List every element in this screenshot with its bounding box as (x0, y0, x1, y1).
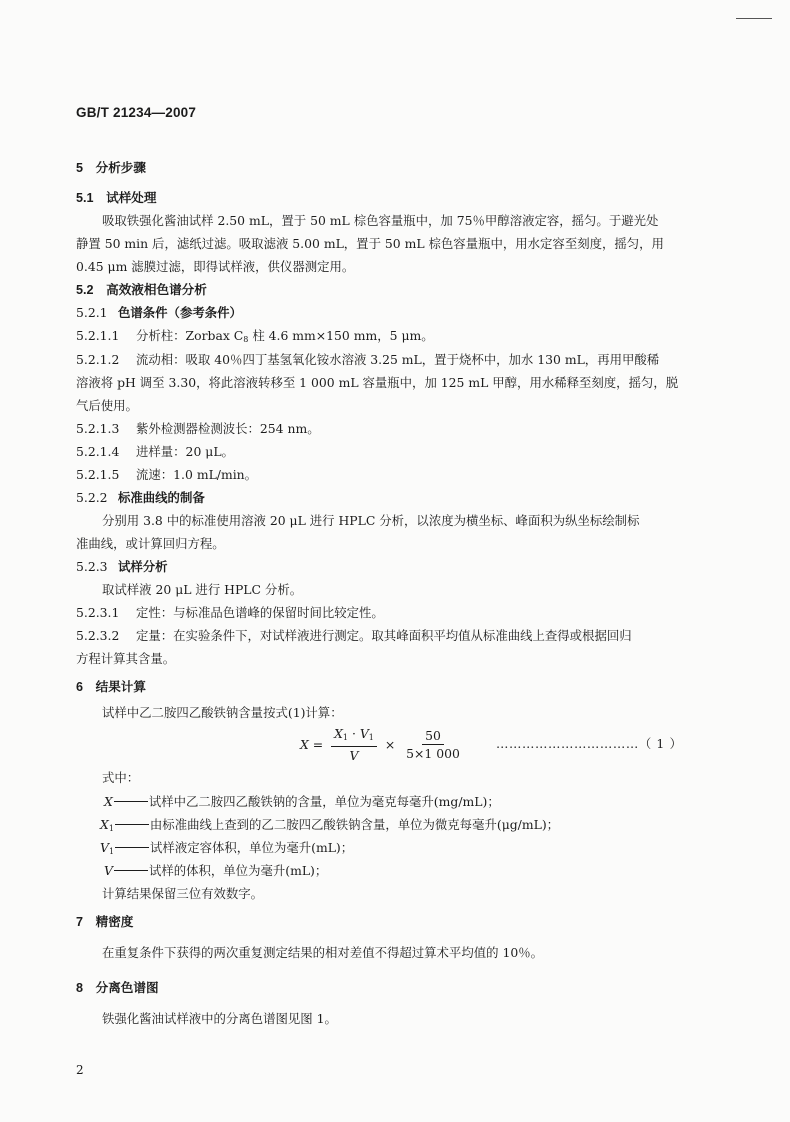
clause-number: 5.2.1.4 (76, 444, 120, 459)
column-subscript: 8 (243, 335, 249, 344)
formula-times: × (380, 737, 400, 752)
clause-number: 5.2.1.2 (76, 352, 120, 367)
clause-number: 5.2.2 (76, 490, 108, 505)
clause-number: 5.2.1.5 (76, 467, 120, 482)
clause-title: 标准曲线的制备 (118, 491, 205, 505)
fraction-2-denominator: 5×1 000 (406, 746, 460, 761)
clause-title: 色谱条件（参考条件） (118, 306, 242, 320)
definition-row (104, 794, 500, 814)
section-7-text: 在重复条件下获得的两次重复测定结果的相对差值不得超过算术平均值的 10％。 (102, 945, 543, 960)
section-7-heading: 7 精密度 (76, 915, 134, 929)
definition-row (104, 863, 327, 883)
definition-row (100, 817, 559, 837)
fraction-1-numerator (331, 726, 377, 747)
clause-text: 紫外检测器检测波长：254 nm。 (136, 421, 320, 436)
clause-5-2-2-line: 分别用 3.8 中的标准使用溶液 20 μL 进行 HPLC 分析，以浓度为横坐标、峰面积为纵坐标绘制标 (102, 513, 640, 528)
clause-number: 5.2.1.1 (76, 328, 120, 343)
result-note: 计算结果保留三位有效数字。 (102, 886, 264, 901)
clause-5-2-1-5 (76, 467, 257, 483)
numerator-subscript: 1 (342, 733, 349, 742)
clause-text: 流动相：吸取 40％四丁基氢氧化铵水溶液 3.25 mL，置于烧杯中，加水 130 mL，再用甲酸稀 (136, 352, 660, 367)
definition-dash (115, 847, 149, 848)
numerator-symbol: V (359, 726, 369, 741)
clause-5-2-1-3 (76, 421, 320, 437)
clause-text: 定量：在实验条件下，对试样液进行测定。取其峰面积平均值从标准曲线上查得或根据回归 (136, 628, 632, 643)
definition-dash (115, 824, 149, 825)
definition-symbol: V (104, 863, 113, 878)
paragraph-5-1-line: 吸取铁强化酱油试样 2.50 mL，置于 50 mL 棕色容量瓶中，加 75％甲醇溶液定容，摇匀。于避光处 (102, 213, 659, 228)
definition-subscript: 1 (108, 824, 114, 833)
corner-rule (736, 18, 772, 19)
clause-5-2-2-line: 准曲线，或计算回归方程。 (76, 536, 225, 551)
clause-5-2-1-4 (76, 444, 234, 460)
clause-title: 试样分析 (118, 560, 168, 574)
section-6-heading: 6 结果计算 (76, 680, 146, 694)
fraction-2-numerator: 50 (422, 728, 444, 745)
formula-fraction-1 (331, 726, 377, 763)
clause-number: 5.2.3.2 (76, 628, 120, 643)
definition-symbol: X (104, 794, 113, 809)
definition-text: 试样中乙二胺四乙酸铁钠的含量，单位为毫克每毫升(mg/mL)； (148, 794, 500, 809)
section-8-heading: 8 分离色谱图 (76, 981, 159, 995)
clause-5-2-2 (76, 490, 205, 506)
paragraph-5-1-line: 0.45 μm 滤膜过滤，即得试样液，供仪器测定用。 (76, 259, 355, 274)
clause-text: 流速：1.0 mL/min。 (136, 467, 258, 482)
clause-number: 5.2.3 (76, 559, 108, 574)
clause-text: 定性：与标准品色谱峰的保留时间比较定性。 (136, 605, 384, 620)
equation-number: ……………………………（ 1 ） (496, 736, 683, 751)
numerator-symbol: X (334, 726, 343, 741)
formula-fraction-2 (403, 728, 463, 761)
fraction-1-denominator (347, 747, 362, 763)
clause-5-2-3-line: 取试样液 20 μL 进行 HPLC 分析。 (102, 582, 303, 597)
numerator-dot: · (348, 726, 360, 741)
formula-equals: = (308, 737, 328, 752)
definition-symbol: V (100, 840, 109, 855)
clause-number: 5.2.1 (76, 305, 108, 320)
numerator-subscript: 1 (368, 733, 374, 742)
section-5-2-heading: 5.2 高效液相色谱分析 (76, 283, 207, 297)
definition-dash (114, 870, 148, 871)
definition-subscript: 1 (108, 847, 115, 856)
document-number: GB/T 21234—2007 (76, 105, 197, 120)
column-spec: 柱 4.6 mm×150 mm，5 μm。 (248, 328, 434, 343)
definition-symbol: X (100, 817, 109, 832)
formula-lhs: X (300, 737, 309, 752)
clause-5-2-1-1 (76, 328, 434, 348)
definition-text: 由标准曲线上查到的乙二胺四乙酸铁钠含量，单位为微克每毫升(μg/mL)； (149, 817, 560, 832)
paragraph-5-1-line: 静置 50 min 后，滤纸过滤。吸取滤液 5.00 mL，置于 50 mL 棕色容量瓶中，用水定容至刻度，摇匀，用 (76, 236, 664, 251)
clause-5-2-3-2-line: 方程计算其含量。 (76, 651, 176, 666)
section-5-heading: 5 分析步骤 (76, 161, 146, 175)
denominator-symbol: V (349, 748, 359, 763)
section-5-1-heading: 5.1 试样处理 (76, 191, 157, 205)
formula-intro: 试样中乙二胺四乙酸铁钠含量按式(1)计算： (102, 705, 343, 720)
clause-5-2-1-2 (76, 352, 659, 368)
clause-number: 5.2.1.3 (76, 421, 120, 436)
where-label: 式中： (102, 770, 140, 785)
clause-5-2-1-2-line: 溶液将 pH 调至 3.30，将此溶液转移至 1 000 mL 容量瓶中，加 125 mL 甲醇，用水稀释至刻度，摇匀，脱 (76, 375, 679, 390)
definition-text: 试样的体积，单位为毫升(mL)； (148, 863, 328, 878)
column-text: 分析柱：Zorbax C (136, 328, 244, 343)
definition-dash (114, 801, 148, 802)
clause-5-2-1-2-line: 气后使用。 (76, 398, 138, 413)
clause-5-2-3 (76, 559, 168, 575)
clause-5-2-3-1 (76, 605, 384, 621)
clause-number: 5.2.3.1 (76, 605, 120, 620)
clause-5-2-1 (76, 305, 242, 321)
formula-1 (300, 726, 467, 763)
section-8-text: 铁强化酱油试样液中的分离色谱图见图 1。 (102, 1011, 337, 1026)
clause-text: 进样量：20 μL。 (136, 444, 234, 459)
clause-5-2-3-2 (76, 628, 632, 644)
page-number: 2 (76, 1063, 84, 1077)
definition-row (100, 840, 353, 860)
definition-text: 试样液定容体积，单位为毫升(mL)； (150, 840, 354, 855)
